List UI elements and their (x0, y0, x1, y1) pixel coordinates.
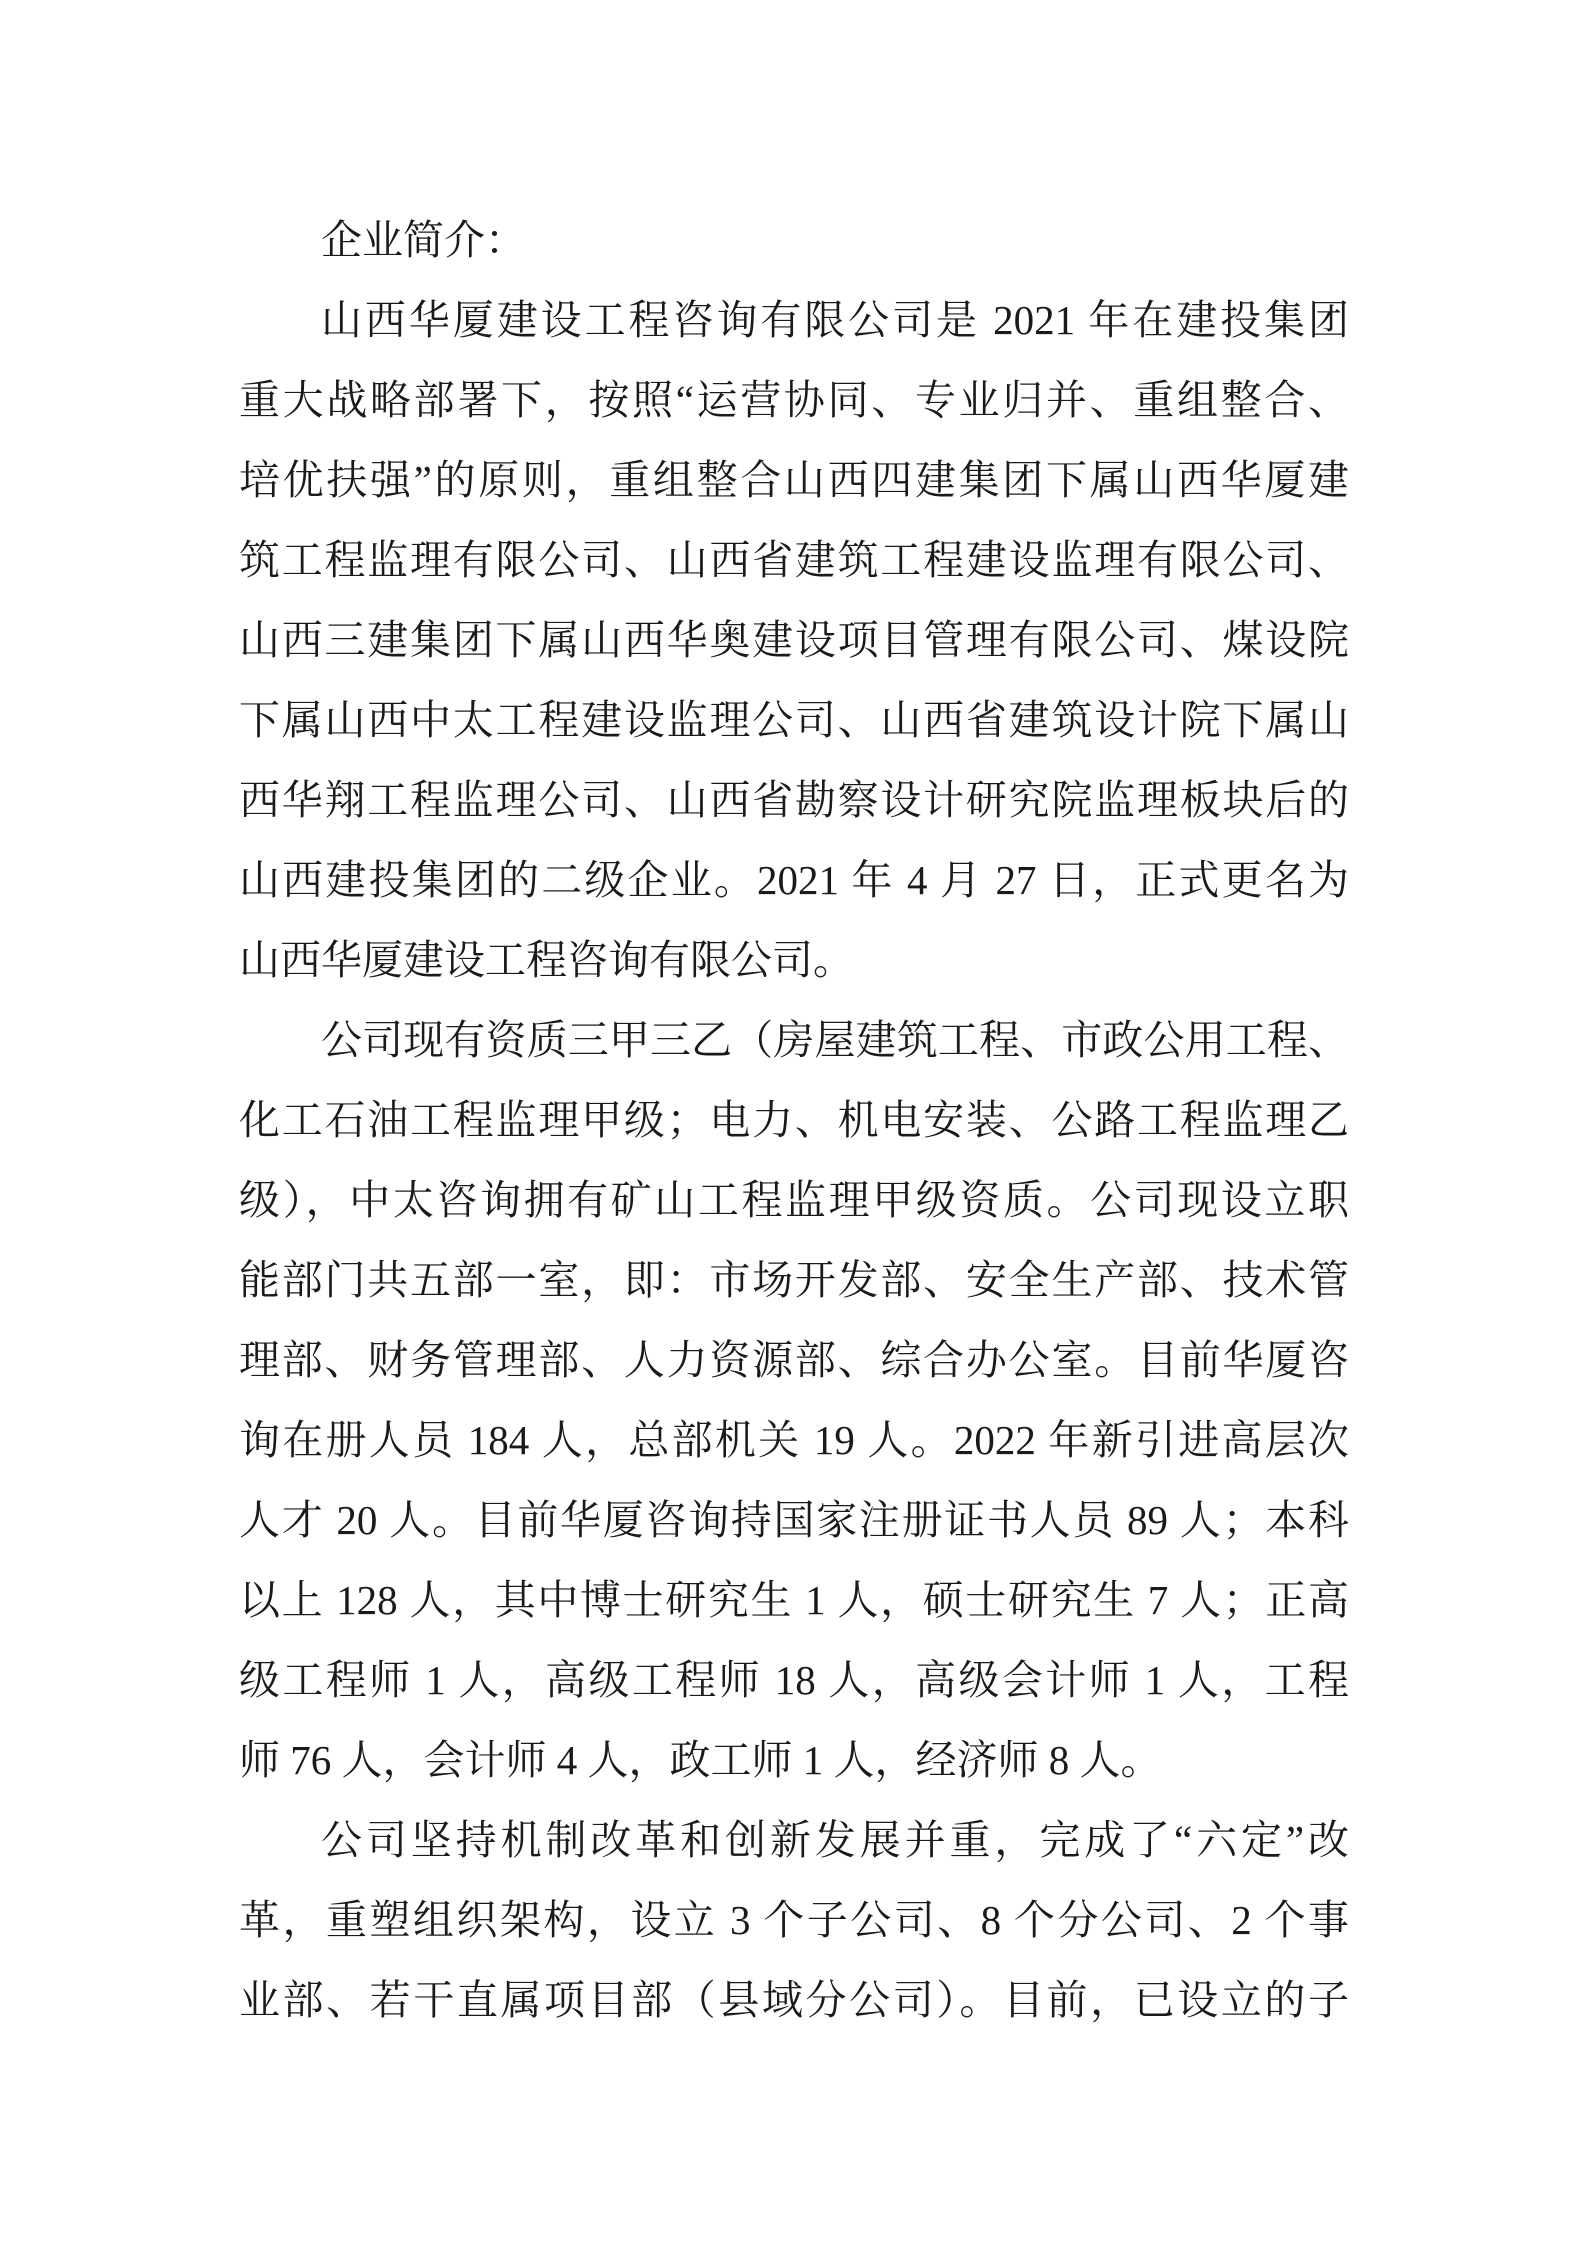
paragraph-company-history (239, 280, 1349, 1000)
text-line: 理部、财务管理部、人力资源部、综合办公室。目前华厦咨 (239, 1337, 1349, 1383)
text-line: 能部门共五部一室，即：市场开发部、安全生产部、技术管 (239, 1257, 1349, 1303)
text-line: 西华翔工程监理公司、山西省勘察设计研究院监理板块后的 (239, 777, 1349, 823)
text-line: 公司现有资质三甲三乙（房屋建筑工程、市政公用工程、 (321, 1017, 1349, 1063)
text-line: 公司坚持机制改革和创新发展并重，完成了“六定”改 (321, 1817, 1349, 1863)
text-line: 山西建投集团的二级企业。2021 年 4 月 27 日，正式更名为 (239, 857, 1349, 903)
text-line: 级），中太咨询拥有矿山工程监理甲级资质。公司现设立职 (239, 1177, 1349, 1223)
text-line: 级工程师 1 人，高级工程师 18 人，高级会计师 1 人，工程 (239, 1657, 1349, 1703)
paragraph-reform-and-structure (239, 1800, 1349, 2040)
document-body (239, 200, 1349, 2040)
text-line: 重大战略部署下，按照“运营协同、专业归并、重组整合、 (239, 377, 1349, 423)
text-line: 下属山西中太工程建设监理公司、山西省建筑设计院下属山 (239, 697, 1349, 743)
text-line: 业部、若干直属项目部（县域分公司）。目前，已设立的子 (239, 1977, 1349, 2023)
paragraph-qualifications-and-staff (239, 1000, 1349, 1800)
paragraph-heading (239, 200, 1349, 280)
text-line: 山西华厦建设工程咨询有限公司是 2021 年在建投集团 (321, 297, 1349, 343)
text-line: 山西三建集团下属山西华奥建设项目管理有限公司、煤设院 (239, 617, 1349, 663)
text-line: 化工石油工程监理甲级；电力、机电安装、公路工程监理乙 (239, 1097, 1349, 1143)
text-line: 人才 20 人。目前华厦咨询持国家注册证书人员 89 人；本科 (239, 1497, 1349, 1543)
text-line: 以上 128 人，其中博士研究生 1 人，硕士研究生 7 人；正高 (239, 1577, 1349, 1623)
text-line: 师 76 人，会计师 4 人，政工师 1 人，经济师 8 人。 (239, 1737, 1162, 1783)
text-line: 筑工程监理有限公司、山西省建筑工程建设监理有限公司、 (239, 537, 1349, 583)
text-line: 山西华厦建设工程咨询有限公司。 (239, 937, 854, 983)
text-line: 询在册人员 184 人，总部机关 19 人。2022 年新引进高层次 (239, 1417, 1349, 1463)
text-line: 培优扶强”的原则，重组整合山西四建集团下属山西华厦建 (239, 457, 1349, 503)
text-line: 革，重塑组织架构，设立 3 个子公司、8 个分公司、2 个事 (239, 1897, 1349, 1943)
text-line: 企业简介： (321, 217, 526, 263)
